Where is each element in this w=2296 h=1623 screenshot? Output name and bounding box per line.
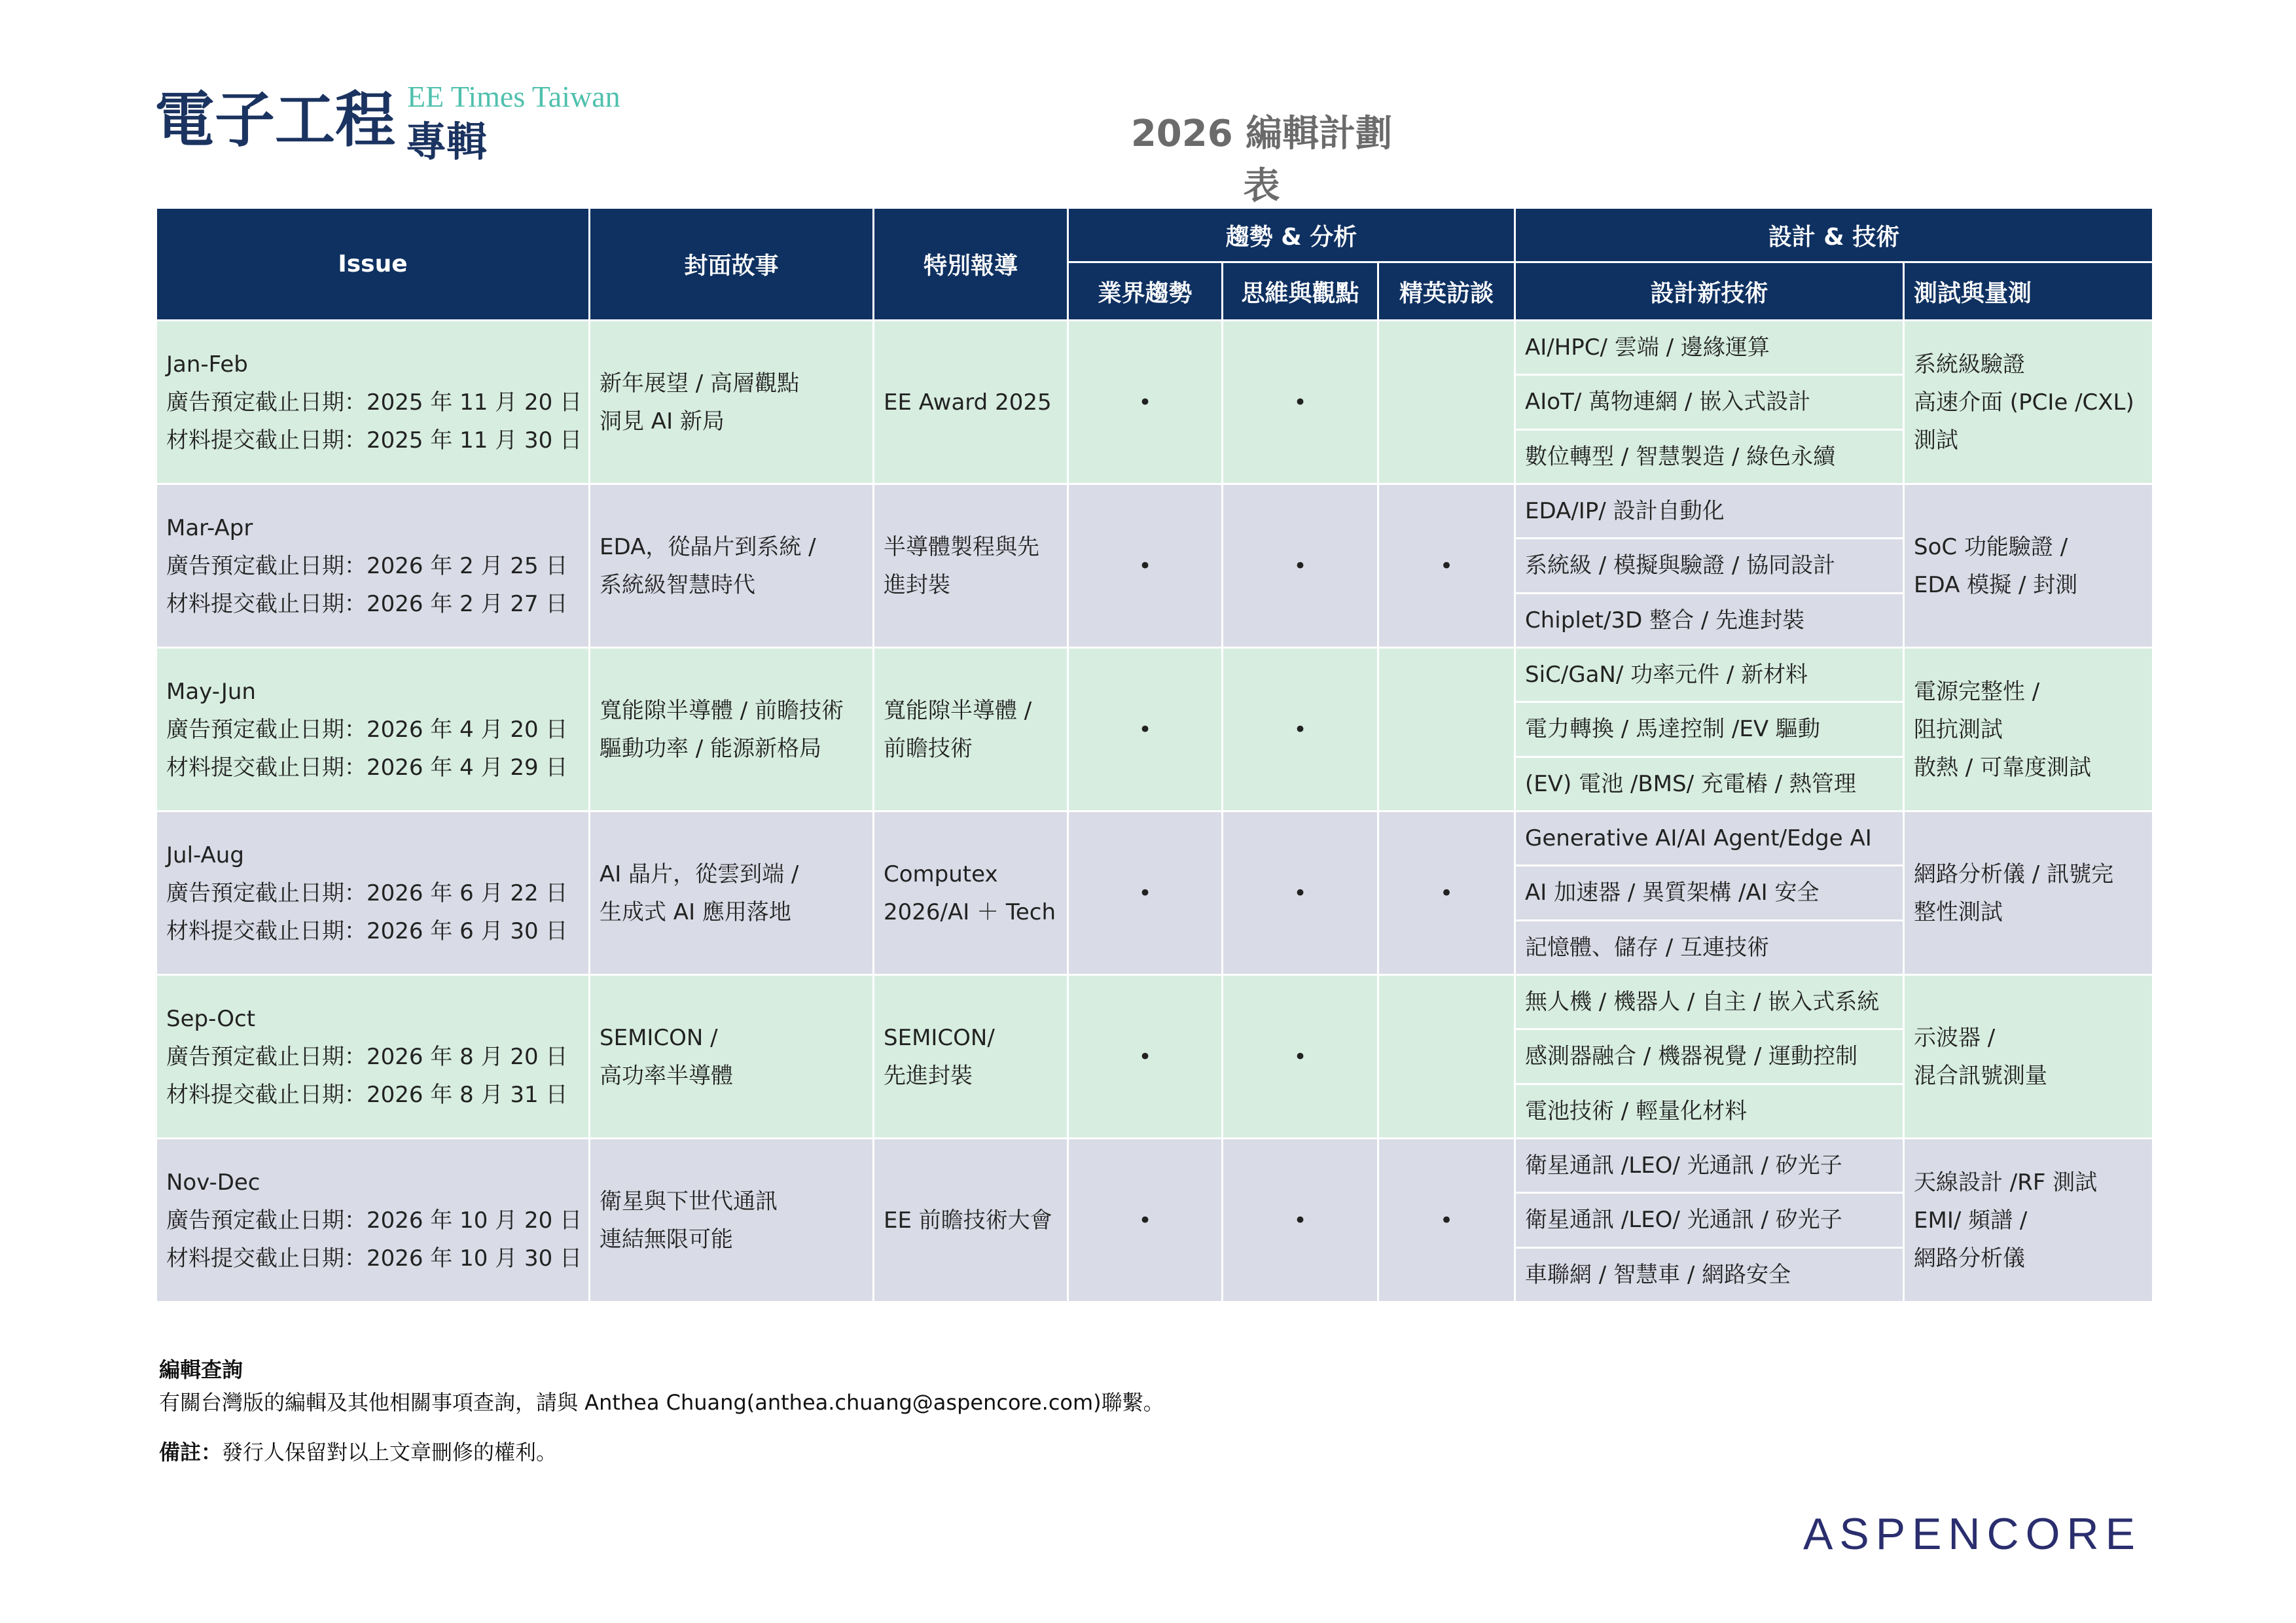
design-topic: 記憶體、儲存 / 互連技術	[1525, 934, 1770, 961]
design-topic: AI 加速器 / 異質架構 /AI 安全	[1516, 866, 1903, 921]
interview-cell	[1379, 1139, 1516, 1301]
cover-cell	[590, 649, 874, 810]
interview-dot: •	[1439, 1207, 1454, 1234]
test-line: 天線設計 /RF 測試	[1914, 1169, 2098, 1196]
interview-dot: •	[1439, 880, 1454, 906]
material-deadline: 材料提交截止日期：2026 年 10 月 30 日	[166, 1245, 583, 1272]
trend-dot: •	[1138, 1043, 1152, 1070]
design-cell	[1516, 485, 1905, 647]
design-topic: 系統級 / 模擬與驗證 / 協同設計	[1516, 539, 1903, 594]
opinion-dot: •	[1293, 552, 1307, 579]
test-cell	[1905, 976, 2152, 1137]
material-deadline: 材料提交截止日期：2026 年 6 月 30 日	[166, 918, 568, 944]
material-deadline: 材料提交截止日期：2025 年 11 月 30 日	[166, 427, 583, 454]
test-line: SoC 功能驗證 /	[1914, 533, 2068, 560]
design-topic: 數位轉型 / 智慧製造 / 綠色永續	[1525, 443, 1836, 470]
design-cell	[1516, 649, 1905, 810]
cover-line: 寬能隙半導體 / 前瞻技術	[600, 697, 844, 724]
issue-cell	[157, 1139, 590, 1301]
opinion-cell	[1223, 812, 1379, 974]
opinion-dot: •	[1293, 716, 1307, 743]
ad-deadline: 廣告預定截止日期：2026 年 10 月 20 日	[166, 1207, 583, 1234]
issue-name: Sep-Oct	[166, 1005, 256, 1032]
issue-name: Jul-Aug	[166, 842, 244, 868]
interview-cell	[1379, 812, 1516, 974]
test-cell	[1905, 649, 2152, 810]
test-cell	[1905, 1139, 2152, 1301]
special-line: 寬能隙半導體 /	[884, 697, 1032, 724]
opinion-dot: •	[1293, 1043, 1307, 1070]
design-topic: Generative AI/AI Agent/Edge AI	[1516, 812, 1903, 866]
header-cover: 封面故事	[590, 209, 874, 319]
design-topic: AIoT/ 萬物連網 / 嵌入式設計	[1516, 376, 1903, 430]
opinion-cell	[1223, 1139, 1379, 1301]
test-line: 高速介面 (PCIe /CXL)	[1914, 389, 2134, 416]
header-interview: 精英訪談	[1379, 263, 1516, 319]
trend-cell	[1069, 812, 1223, 974]
special-line: 2026/AI ＋ Tech	[884, 899, 1056, 925]
trend-dot: •	[1138, 552, 1152, 579]
logo-zh-sub: 專輯	[406, 118, 488, 166]
opinion-dot: •	[1293, 389, 1307, 416]
design-topic: 電力轉換 / 馬達控制 /EV 驅動	[1516, 703, 1903, 757]
table-row	[157, 647, 2152, 810]
test-line: 網路分析儀	[1914, 1245, 2025, 1272]
special-line: 進封裝	[884, 571, 950, 598]
interview-dot: •	[1439, 552, 1454, 579]
aspencore-logo: ASPENCORE	[1803, 1509, 2142, 1559]
logo	[154, 73, 620, 166]
design-cell	[1516, 812, 1905, 974]
test-line: 測試	[1914, 427, 1958, 454]
footer-note	[159, 1436, 557, 1466]
design-topic: 無人機 / 機器人 / 自主 / 嵌入式系統	[1516, 976, 1903, 1030]
special-line: EE Award 2025	[884, 389, 1052, 416]
logo-en: EE Times Taiwan	[407, 80, 620, 113]
design-cell	[1516, 1139, 1905, 1301]
design-topic: SiC/GaN/ 功率元件 / 新材料	[1516, 649, 1903, 703]
opinion-cell	[1223, 976, 1379, 1137]
test-line: 示波器 /	[1914, 1024, 1996, 1051]
test-line: 電源完整性 /	[1914, 678, 2040, 705]
interview-cell	[1379, 976, 1516, 1137]
cover-line: SEMICON /	[600, 1024, 718, 1051]
test-line: 阻抗測試	[1914, 716, 2003, 743]
cover-cell	[590, 321, 874, 483]
ad-deadline: 廣告預定截止日期：2026 年 4 月 20 日	[166, 716, 568, 743]
table-row	[157, 319, 2152, 483]
opinion-dot: •	[1293, 1207, 1307, 1234]
cover-line: 新年展望 / 高層觀點	[600, 370, 800, 397]
special-cell	[874, 649, 1069, 810]
design-cell	[1516, 976, 1905, 1137]
cover-cell	[590, 812, 874, 974]
test-line: 網路分析儀 / 訊號完	[1914, 861, 2114, 887]
opinion-cell	[1223, 321, 1379, 483]
cover-line: 衛星與下世代通訊	[600, 1188, 778, 1215]
trend-dot: •	[1138, 880, 1152, 906]
material-deadline: 材料提交截止日期：2026 年 8 月 31 日	[166, 1081, 568, 1108]
table-row	[157, 483, 2152, 647]
special-cell	[874, 812, 1069, 974]
special-cell	[874, 1139, 1069, 1301]
test-line: 散熱 / 可靠度測試	[1914, 754, 2092, 781]
issue-cell	[157, 976, 590, 1137]
special-cell	[874, 976, 1069, 1137]
header-issue: Issue	[157, 209, 590, 319]
cover-line: 驅動功率 / 能源新格局	[600, 735, 822, 762]
cover-line: 生成式 AI 應用落地	[600, 899, 791, 925]
material-deadline: 材料提交截止日期：2026 年 2 月 27 日	[166, 590, 568, 617]
test-line: EMI/ 頻譜 /	[1914, 1207, 2028, 1234]
footer-contact: 有關台灣版的編輯及其他相關事項查詢，請與 Anthea Chuang(anthea.chuang@aspencore.com)聯繫。	[159, 1390, 1164, 1415]
cover-line: EDA，從晶片到系統 /	[600, 533, 816, 560]
note-text: 發行人保留對以上文章刪修的權利。	[222, 1440, 558, 1465]
trend-cell	[1069, 321, 1223, 483]
special-cell	[874, 485, 1069, 647]
special-line: EE 前瞻技術大會	[884, 1207, 1052, 1234]
special-line: 先進封裝	[884, 1062, 973, 1089]
design-topic: (EV) 電池 /BMS/ 充電樁 / 熱管理	[1525, 770, 1856, 797]
test-cell	[1905, 321, 2152, 483]
header-trend-group: 趨勢 & 分析	[1069, 209, 1516, 263]
trend-dot: •	[1138, 1207, 1152, 1234]
interview-cell	[1379, 649, 1516, 810]
special-line: 半導體製程與先	[884, 533, 1039, 560]
trend-cell	[1069, 976, 1223, 1137]
cover-line: 系統級智慧時代	[600, 571, 755, 598]
issue-cell	[157, 649, 590, 810]
table-header	[157, 209, 2152, 319]
interview-cell	[1379, 485, 1516, 647]
design-topic: AI/HPC/ 雲端 / 邊緣運算	[1516, 321, 1903, 376]
test-cell	[1905, 812, 2152, 974]
opinion-cell	[1223, 485, 1379, 647]
design-topic: EDA/IP/ 設計自動化	[1516, 485, 1903, 539]
design-cell	[1516, 321, 1905, 483]
page-title: 2026 編輯計劃表	[1130, 113, 1393, 207]
test-line: EDA 模擬 / 封測	[1914, 571, 2078, 598]
cover-cell	[590, 485, 874, 647]
issue-cell	[157, 485, 590, 647]
header-design: 設計新技術	[1516, 263, 1905, 319]
trend-cell	[1069, 649, 1223, 810]
trend-dot: •	[1138, 389, 1152, 416]
issue-name: Nov-Dec	[166, 1169, 260, 1196]
cover-line: 洞見 AI 新局	[600, 408, 725, 435]
cover-cell	[590, 976, 874, 1137]
test-cell	[1905, 485, 2152, 647]
header-opinion: 思維與觀點	[1223, 263, 1379, 319]
design-topic: 感測器融合 / 機器視覺 / 運動控制	[1516, 1030, 1903, 1084]
ad-deadline: 廣告預定截止日期：2025 年 11 月 20 日	[166, 389, 583, 416]
test-line: 混合訊號測量	[1914, 1062, 2047, 1089]
design-topic: 電池技術 / 輕量化材料	[1525, 1097, 1748, 1124]
opinion-cell	[1223, 649, 1379, 810]
issue-name: Mar-Apr	[166, 514, 253, 541]
header-trend: 業界趨勢	[1069, 263, 1223, 319]
opinion-dot: •	[1293, 880, 1307, 906]
issue-name: Jan-Feb	[166, 351, 248, 378]
design-topic: 車聯網 / 智慧車 / 網路安全	[1525, 1261, 1791, 1288]
cover-line: AI 晶片，從雲到端 /	[600, 861, 799, 887]
special-line: SEMICON/	[884, 1024, 995, 1051]
table-row	[157, 1137, 2152, 1301]
header-tech-group: 設計 & 技術	[1516, 209, 2152, 263]
material-deadline: 材料提交截止日期：2026 年 4 月 29 日	[166, 754, 568, 781]
ad-deadline: 廣告預定截止日期：2026 年 6 月 22 日	[166, 880, 568, 906]
trend-cell	[1069, 1139, 1223, 1301]
trend-dot: •	[1138, 716, 1152, 743]
note-label: 備註：	[159, 1440, 223, 1465]
logo-zh-main: 電子工程	[154, 85, 396, 155]
interview-cell	[1379, 321, 1516, 483]
header-special: 特別報導	[874, 209, 1069, 319]
special-cell	[874, 321, 1069, 483]
test-line: 整性測試	[1914, 899, 2003, 925]
issue-cell	[157, 812, 590, 974]
special-line: 前瞻技術	[884, 735, 973, 762]
issue-cell	[157, 321, 590, 483]
footer-heading: 編輯查詢	[159, 1357, 243, 1382]
cover-line: 連結無限可能	[600, 1226, 733, 1253]
cover-line: 高功率半導體	[600, 1062, 733, 1089]
cover-cell	[590, 1139, 874, 1301]
design-topic: 衛星通訊 /LEO/ 光通訊 / 矽光子	[1516, 1194, 1903, 1248]
table-row	[157, 974, 2152, 1137]
ad-deadline: 廣告預定截止日期：2026 年 8 月 20 日	[166, 1043, 568, 1070]
table-row	[157, 810, 2152, 974]
design-topic: 衛星通訊 /LEO/ 光通訊 / 矽光子	[1516, 1139, 1903, 1194]
editorial-table	[157, 209, 2152, 1301]
ad-deadline: 廣告預定截止日期：2026 年 2 月 25 日	[166, 552, 568, 579]
issue-name: May-Jun	[166, 678, 256, 705]
test-line: 系統級驗證	[1914, 351, 2025, 378]
design-topic: Chiplet/3D 整合 / 先進封裝	[1525, 607, 1805, 633]
special-line: Computex	[884, 861, 998, 887]
trend-cell	[1069, 485, 1223, 647]
header-test: 測試與量測	[1914, 279, 2032, 307]
